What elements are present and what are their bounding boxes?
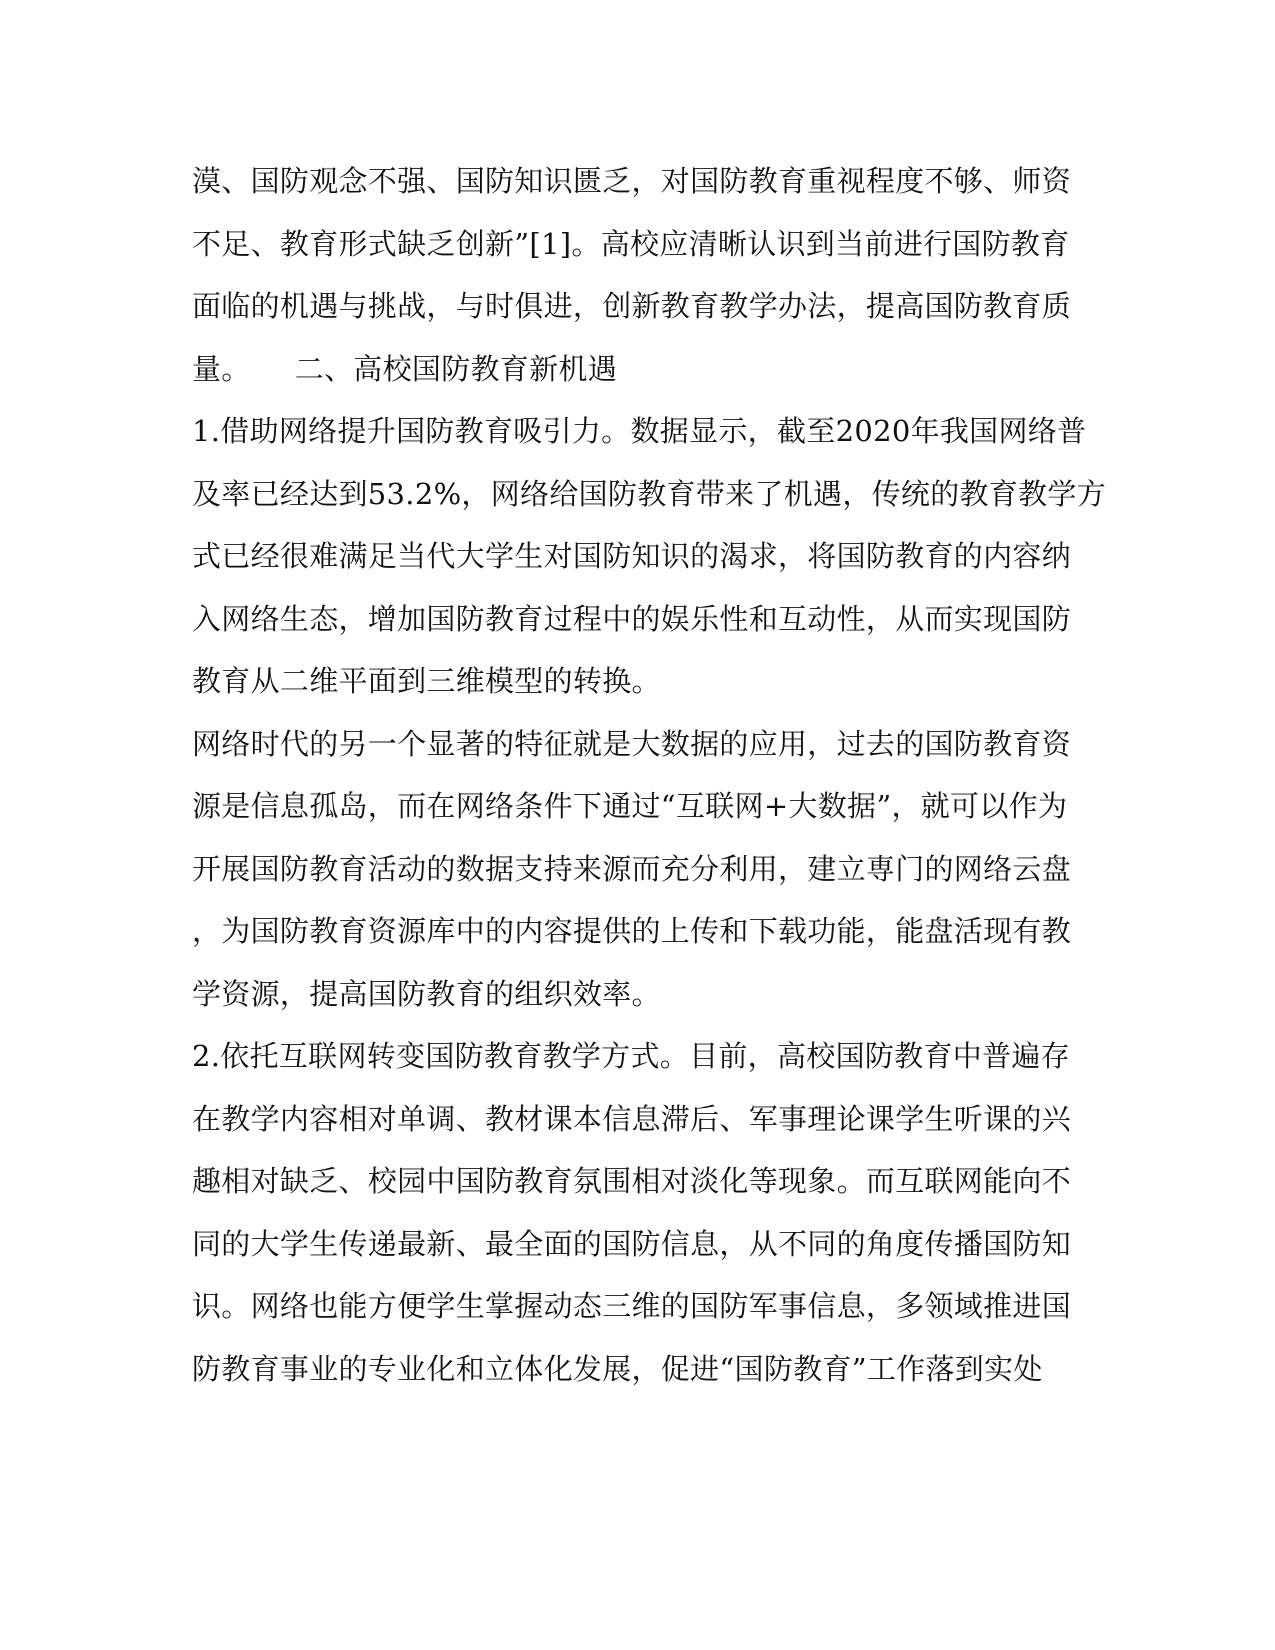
text-line: 及率已经达到53.2%，网络给国防教育带来了机遇，传统的教育教学方 [192, 476, 1107, 511]
body-text [192, 150, 1107, 1400]
text-line: 教育从二维平面到三维模型的转换。 [192, 664, 661, 698]
text-line: 在教学内容相对单调、教材课本信息滞后、军事理论课学生听课的兴 [192, 1101, 1072, 1136]
text-line: 开展国防教育活动的数据支持来源而充分利用，建立専门的网络云盘 [192, 851, 1072, 886]
text-line: 趣相对缺乏、校园中国防教育氛围相对淡化等现象。而互联网能向不 [192, 1164, 1072, 1198]
text-line: 漠、国防观念不强、国防知识匮乏，对国防教育重视程度不够、师资 [192, 164, 1072, 198]
text-line: ，为国防教育资源库中的内容提供的上传和下载功能，能盘活现有教 [192, 914, 1072, 948]
text-line: 式已经很难满足当代大学生对国防知识的渴求，将国防教育的内容纳 [192, 539, 1072, 573]
text-line: 入网络生态，增加国防教育过程中的娱乐性和互动性，从而实现国防 [192, 601, 1072, 636]
text-line: 面临的机遇与挑战，与时俱进，创新教育教学办法，提高国防教育质 [192, 289, 1072, 323]
text-line: 防教育事业的专业化和立体化发展，促进“国防教育”工作落到实处 [192, 1351, 1043, 1386]
text-line: 识。网络也能方便学生掌握动态三维的国防军事信息，多领域推进国 [192, 1289, 1072, 1323]
text-line: 1.借助网络提升国防教育吸引力。数据显示，截至2020年我国网络普 [192, 414, 1087, 448]
text-line: 不足、教育形式缺乏创新”[1]。高校应清晰认识到当前进行国防教育 [192, 226, 1070, 261]
text-line: 同的大学生传递最新、最全面的国防信息，从不同的角度传播国防知 [192, 1226, 1072, 1261]
text-line: 学资源，提高国防教育的组织效率。 [192, 976, 661, 1011]
text-line: 网络时代的另一个显著的特征就是大数据的应用，过去的国防教育资 [192, 726, 1072, 761]
text-line: 源是信息孤岛，而在网络条件下通过“互联网+大数据”，就可以作为 [192, 789, 1068, 823]
section-heading-line: 量。 二、高校国防教育新机遇 [192, 351, 618, 386]
text-line: 2.依托互联网转变国防教育教学方式。目前，高校国防教育中普遍存 [192, 1039, 1070, 1073]
